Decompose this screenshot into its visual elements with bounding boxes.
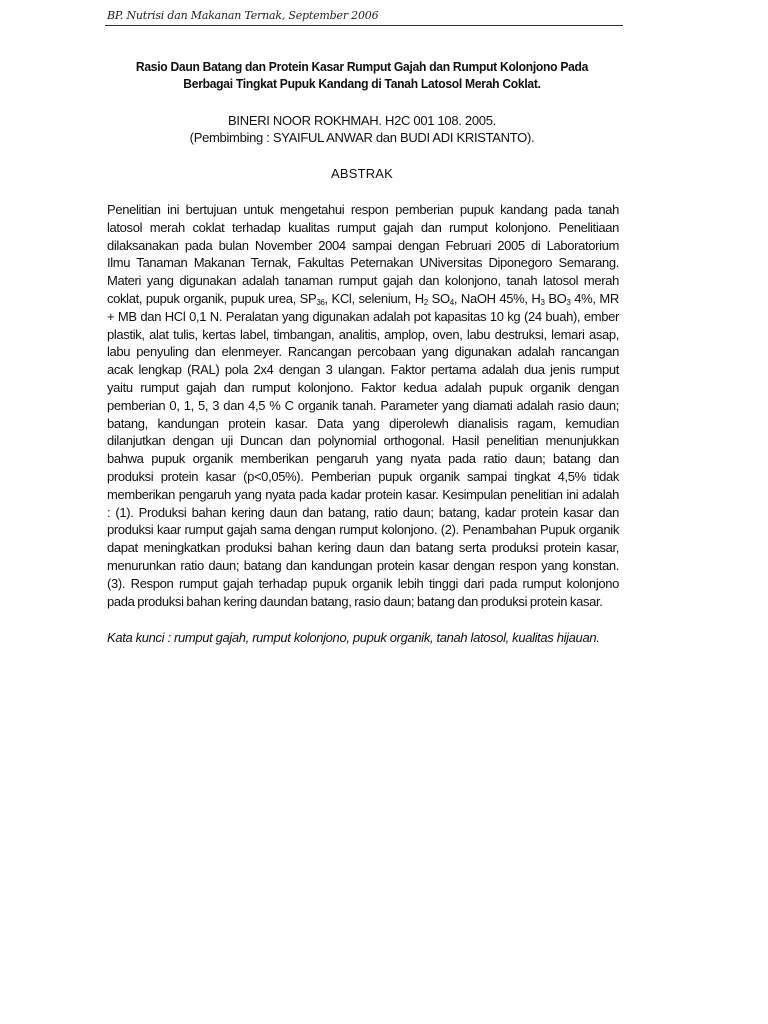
abstract-line: pada produksi bahan kering daundan batang, rasio daun; batang dan produksi protein kasar. (107, 593, 603, 609)
abstract-line: dapat meningkatkan produksi bahan kering daun dan batang serta produksi protein kasar, (107, 540, 619, 556)
supervisor-line: (Pembimbing : SYAIFUL ANWAR dan BUDI ADI KRISTANTO). (189, 130, 535, 145)
title-line: Rasio Daun Batang dan Protein Kasar Rumput Gajah dan Rumput Kolonjono Pada (135, 59, 589, 74)
abstract-line: plastik, alat tulis, kertas label, timbangan, analitis, amplop, oven, labu destruksi, lemari asap, (107, 326, 619, 342)
abstract-line: produksi kaar rumput gajah sama dengan rumput kolonjono. (2). Penambahan Pupuk organik (107, 522, 619, 538)
author-line: BINERI NOOR ROKHMAH. H2C 001 108. 2005. (228, 113, 496, 128)
abstract-line: memberikan pengaruh yang nyata pada kadar protein kasar. Kesimpulan penelitian ini adalah (107, 486, 619, 502)
abstract-line: : (1). Produksi bahan kering daun dan batang, ratio daun; batang, kadar protein kasar dan (107, 504, 619, 520)
abstract-line: bahwa pupuk organik memberikan pengaruh yang nyata pada ratio daun; batang dan (107, 451, 619, 467)
abstract-line: (3). Respon rumput gajah terhadap pupuk organik lebih tinggi dari pada rumput kolonjono (107, 575, 619, 591)
abstract-line: produksi protein kasar (p<0,05%). Pemberian pupuk organik sampai tingkat 4,5% tidak (107, 468, 619, 484)
author-block (105, 112, 619, 146)
running-head: BP. Nutrisi dan Makanan Ternak, September 2006 (107, 9, 379, 22)
header-rule (105, 25, 623, 26)
abstract-heading: ABSTRAK (330, 166, 394, 181)
abstract-line: + MB dan HCl 0,1 N. Peralatan yang digunakan adalah pot kapasitas 10 kg (24 buah), ember (107, 308, 619, 324)
title-line: Berbagai Tingkat Pupuk Kandang di Tanah Latosol Merah Coklat. (183, 76, 541, 91)
abstract-line: acak lengkap (RAL) pola 2x4 dengan 3 ulangan. Faktor pertama adalah dua jenis rumput (107, 362, 619, 378)
paper-title (123, 58, 601, 92)
abstract-line: Ilmu Tanaman Makanan Ternak, Fakultas Peternakan UNiversitas Diponegoro Semarang. (107, 255, 619, 271)
abstract-line: dilaksanakan pada bulan November 2004 sampai dengan Februari 2005 di Laboratorium (107, 237, 619, 253)
abstract-line: Penelitian ini bertujuan untuk mengetahui respon pemberian pupuk kandang pada tanah (107, 202, 619, 217)
abstract-line: batang, kandungan protein kasar. Data yang diperolewh dianalisis ragam, kemudian (107, 415, 619, 431)
abstract-body (107, 201, 619, 610)
abstract-line: labu penyuling dan elenmeyer. Rancangan percobaan yang digunakan adalah rancangan (107, 344, 619, 360)
abstract-line: dilanjutkan dengan uji Duncan dan polynomial orthogonal. Hasil penelitian menunjukkan (107, 433, 619, 449)
abstract-line: pemberian 0, 1, 5, 3 dan 4,5 % C organik tanah. Parameter yang diamati adalah rasio daun; (107, 397, 619, 413)
abstract-line: coklat, pupuk organik, pupuk urea, $SP_{36}$, KCl, selenium, $H_2$ $SO_4$, NaOH 45%, $H_3$ $BO_3$ 4%, MR (107, 290, 619, 307)
keywords-line: Kata kunci : rumput gajah, rumput kolonjono, pupuk organik, tanah latosol, kualitas hijauan. (107, 630, 600, 645)
abstract-line: yaitu rumput gajah dan rumput kolonjono. Faktor kedua adalah pupuk organik dengan (107, 379, 619, 395)
abstract-line: menurunkan ratio daun; batang dan kandungan protein kasar dengan respon yang konstan. (107, 557, 619, 573)
abstract-line: Materi yang digunakan adalah tanaman rumput gajah dan kolonjono, tanah latosol merah (107, 273, 619, 289)
abstract-line: latosol merah coklat terhadap kualitas rumput gajah dan rumput kolonjono. Penelitiaan (107, 219, 619, 235)
